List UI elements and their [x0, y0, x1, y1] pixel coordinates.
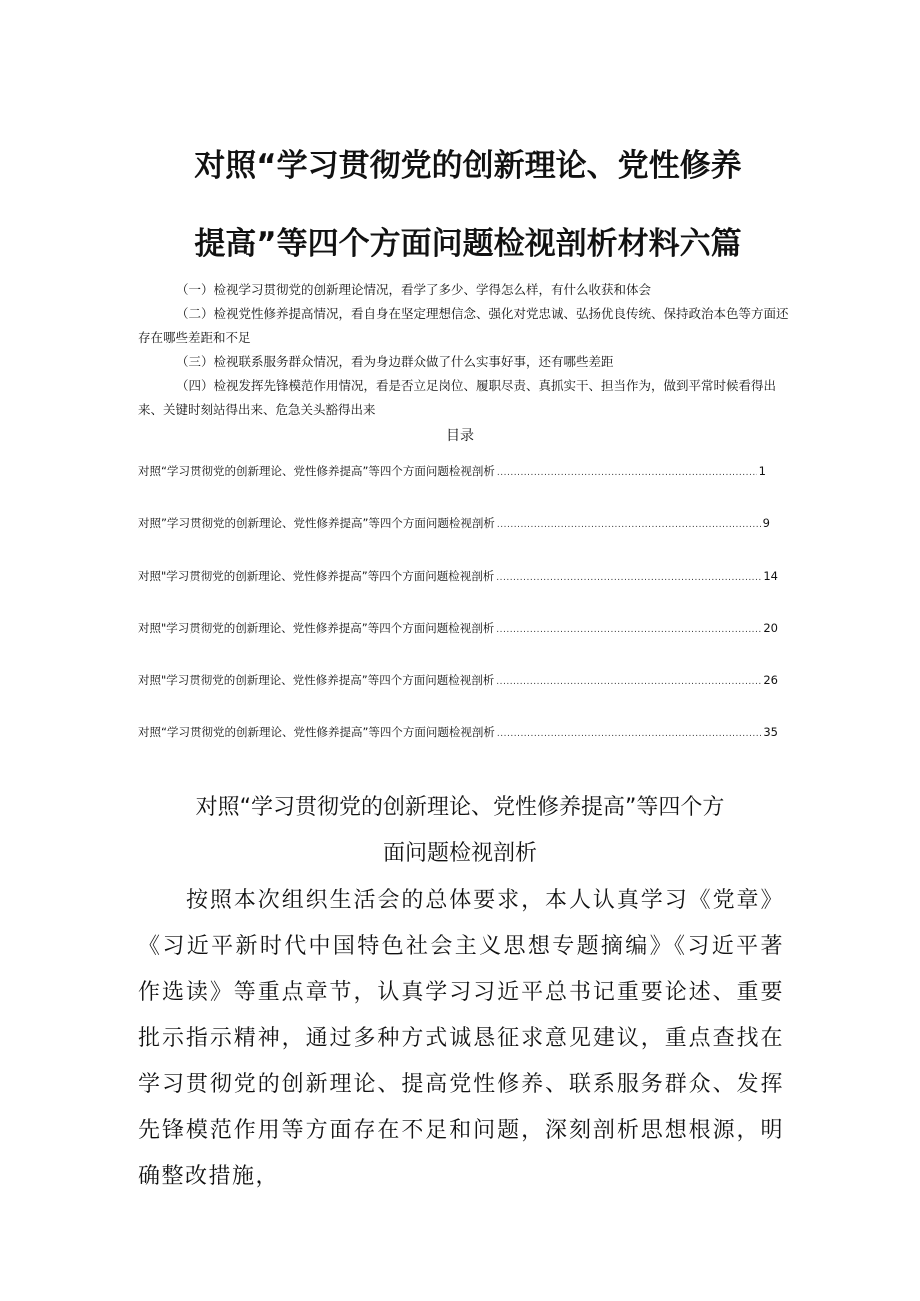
toc-entry-title: 对照"学习贯彻党的创新理论、党性修养提高”等四个方面问题检视剖析	[138, 673, 495, 687]
toc-entry-title: 对照"学习贯彻党的创新理论、党性修养提高”等四个方面问题检视剖析	[138, 621, 495, 635]
toc-entry-page: 26	[763, 673, 778, 687]
toc-leader-dots	[496, 625, 761, 635]
section-title-line-2: 面问题检视剖析	[382, 841, 537, 866]
toc-entry-1[interactable]	[138, 463, 766, 483]
scope-item-2	[138, 302, 790, 350]
scope-item-3	[138, 350, 790, 374]
toc-entry-title: 对照”学习贯彻党的创新理论、党性修养提高”等四个方面问题检视剖析	[138, 516, 495, 530]
toc-entry-page: 14	[763, 569, 778, 583]
scope-item-text: （二）检视党性修养提高情况，看自身在坚定理想信念、强化对党忠诚、弘扬优良传统、保持政治本色等方面还存在哪些差距和不足	[138, 306, 789, 345]
toc-entry-title: 对照“学习贯彻党的创新理论、党性修养提高”等四个方面问题检视剖析	[138, 725, 495, 739]
scope-item-1	[138, 278, 790, 302]
scope-item-text: （一）检视学习贯彻党的创新理论情况，看学了多少、学得怎么样，有什么收获和体会	[176, 282, 652, 297]
toc-leader-dots	[497, 468, 757, 478]
toc-leader-dots	[496, 677, 761, 687]
toc-entry-page: 9	[762, 516, 770, 530]
section-title-line-1: 对照“学习贯彻党的创新理论、党性修养提高”等四个方	[195, 795, 725, 820]
toc-leader-dots	[496, 573, 761, 583]
scope-item-text: （四）检视发挥先锋模范作用情况，看是否立足岗位、履职尽责、真抓实干、担当作为，做到平常时候看得出来、关键时刻站得出来、危急关头豁得出来	[138, 378, 777, 417]
document-title-line-2: 提高”等四个方面问题检视剖析材料六篇	[194, 226, 742, 262]
toc-entry-5[interactable]	[138, 672, 778, 692]
toc-entry-page: 20	[763, 621, 778, 635]
scope-item-text: （三）检视联系服务群众情况，看为身边群众做了什么实事好事，还有哪些差距	[176, 354, 614, 369]
toc-entry-title: 对照“学习贯彻党的创新理论、党性修养提高”等四个方面问题检视剖析	[138, 464, 495, 478]
body-paragraph: 按照本次组织生活会的总体要求，本人认真学习《党章》《习近平新时代中国特色社会主义思想专题摘编》《习近平著作选读》等重点章节，认真学习习近平总书记重要论述、重要批示指示精神，通过多种方式诚恳征求意见建议，重点查找在学习贯彻党的创新理论、提高党性修养、联系服务群众、发挥先锋模范作用等方面存在不足和问题，深刻剖析思想根源，明确整改措施，	[138, 888, 784, 1189]
body-text	[138, 878, 784, 1200]
toc-heading: 目录	[446, 428, 474, 444]
toc-entry-title: 对照"学习贯彻党的创新理论、党性修养提高”等四个方面问题检视剖析	[138, 569, 495, 583]
toc-leader-dots	[497, 729, 761, 739]
toc-entry-6[interactable]	[138, 724, 778, 744]
document-title-line-1: 对照“学习贯彻党的创新理论、党性修养	[194, 148, 742, 184]
scope-item-4	[138, 374, 790, 422]
toc-leader-dots	[497, 520, 761, 530]
toc-entry-page: 35	[763, 725, 778, 739]
toc-entry-4[interactable]	[138, 620, 778, 640]
toc-entry-2[interactable]	[138, 515, 770, 535]
toc-entry-page: 1	[758, 464, 766, 478]
toc-entry-3[interactable]	[138, 568, 778, 588]
